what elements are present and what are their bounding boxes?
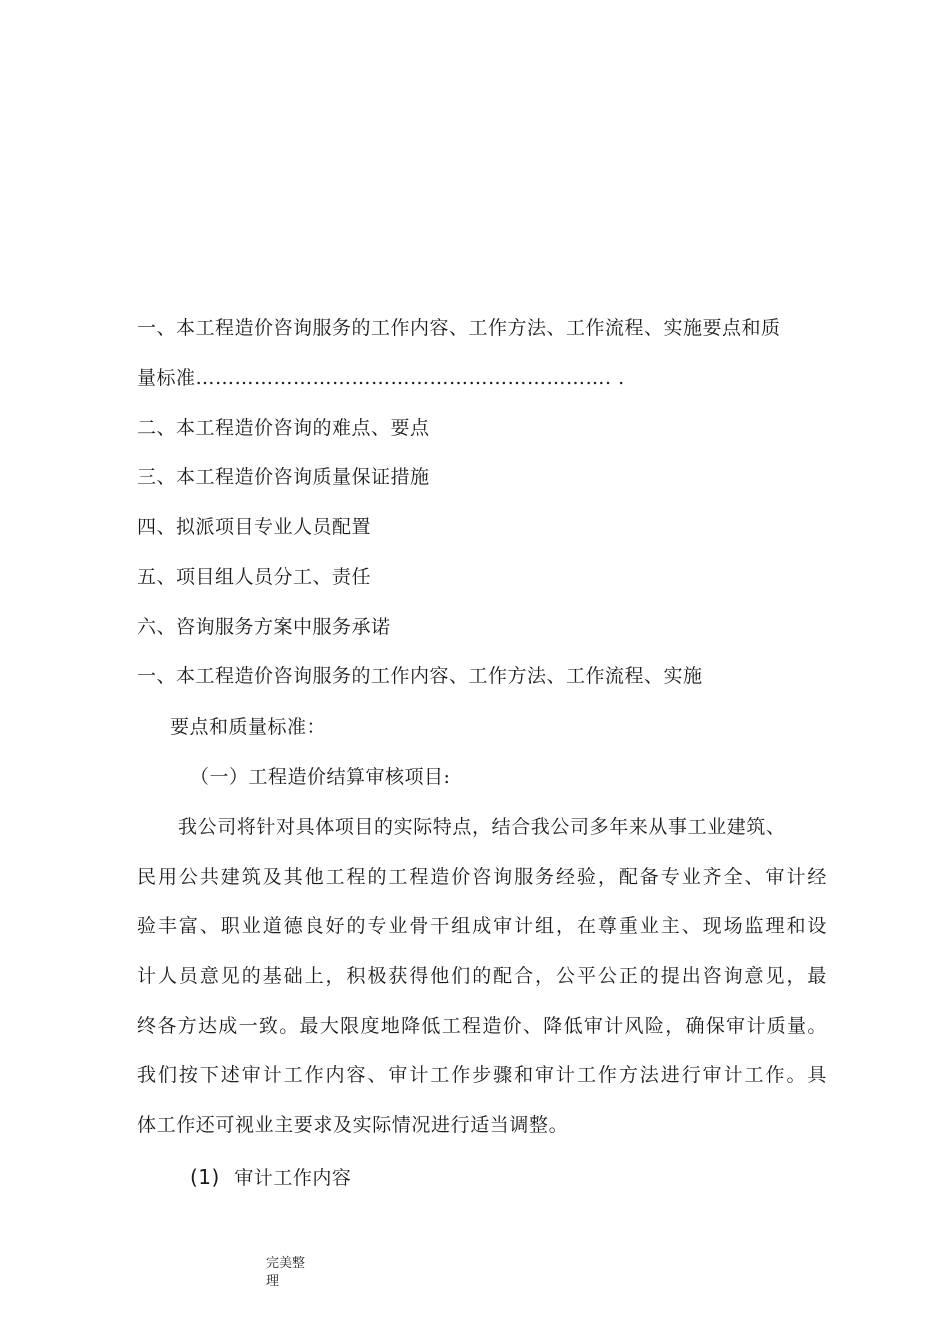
footer-note: 完美整理 [266, 1256, 306, 1289]
toc-item-4: 四、拟派项目专业人员配置 [137, 516, 372, 538]
toc-item-1-line-2: 量标准………………………………………………………. . [137, 367, 625, 389]
paragraph-line: 验丰富、职业道德良好的专业骨干组成审计组，在尊重业主、现场监理和设 [137, 915, 827, 937]
paragraph-line: 计人员意见的基础上，积极获得他们的配合，公平公正的提出咨询意见，最 [137, 965, 827, 987]
paragraph-line: 体工作还可视业主要求及实际情况进行适当调整。 [137, 1114, 569, 1136]
section-1-heading-line-1: 一、本工程造价咨询服务的工作内容、工作方法、工作流程、实施 [137, 665, 703, 687]
section-1-subheading: （一）工程造价结算审核项目: [190, 766, 451, 788]
list-item-label: 审计工作内容 [234, 1167, 352, 1189]
paragraph-line: 我们按下述审计工作内容、审计工作步骤和审计工作方法进行审计工作。具 [137, 1064, 827, 1086]
toc-item-1-line-1: 一、本工程造价咨询服务的工作内容、工作方法、工作流程、实施要点和质 [137, 317, 781, 339]
paragraph-line: 我公司将针对具体项目的实际特点，结合我公司多年来从事工业建筑、 [178, 816, 786, 838]
paragraph-line: 终各方达成一致。最大限度地降低工程造价、降低审计风险，确保审计质量。 [137, 1015, 827, 1037]
toc-item-2: 二、本工程造价咨询的难点、要点 [137, 417, 430, 439]
section-1-heading-line-2: 要点和质量标准： [170, 716, 327, 738]
list-item-number: (1) [190, 1165, 220, 1189]
toc-item-6: 六、咨询服务方案中服务承诺 [137, 616, 391, 638]
toc-item-5: 五、项目组人员分工、责任 [137, 566, 372, 588]
toc-item-3: 三、本工程造价咨询质量保证措施 [137, 466, 430, 488]
paragraph-line: 民用公共建筑及其他工程的工程造价咨询服务经验，配备专业齐全、审计经 [137, 866, 827, 888]
list-item-1 [190, 1165, 351, 1190]
